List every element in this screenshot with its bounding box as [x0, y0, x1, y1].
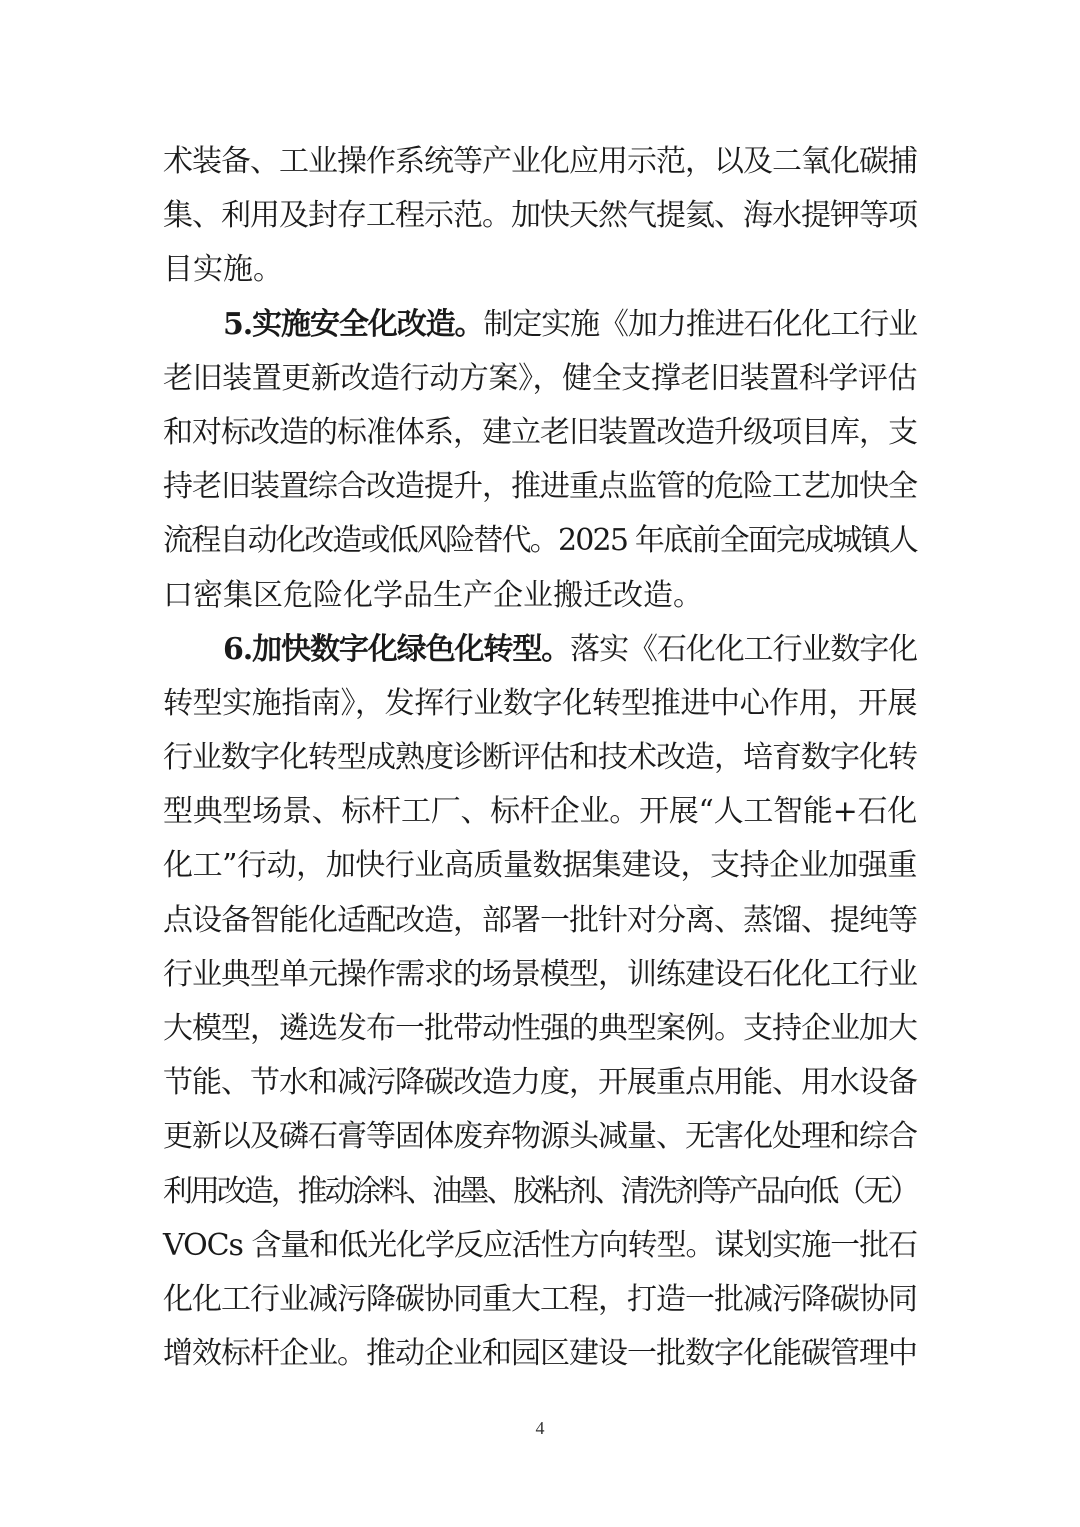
text-line: 化工”行动，加快行业高质量数据集建设，支持企业加强重 [163, 848, 917, 884]
paragraph-continued [163, 135, 917, 298]
text-line: 口密集区危险化学品生产企业搬迁改造。 [163, 577, 703, 613]
text-line: 转型实施指南》，发挥行业数字化转型推进中心作用，开展 [163, 685, 918, 721]
text-line [163, 623, 917, 677]
text-line: 术装备、工业操作系统等产业化应用示范，以及二氧化碳捕 [163, 144, 917, 179]
text-line: 流程自动化改造或低风险替代。2025 年底前全面完成城镇人 [163, 523, 917, 559]
text-line: 更新以及磷石膏等固体废弃物源头减量、无害化处理和综合 [163, 1119, 917, 1155]
section-heading: 5.实施安全化改造。 [223, 306, 484, 342]
text-line: 目实施。 [163, 252, 283, 288]
section-heading: 6.加快数字化绿色化转型。 [223, 631, 571, 667]
text-line: VOCs 含量和低光化学反应活性方向转型。谋划实施一批石 [163, 1227, 917, 1263]
text-line: 行业数字化转型成熟度诊断评估和技术改造，培育数字化转 [163, 740, 917, 776]
text-line [163, 298, 917, 352]
text-line: 增效标杆企业。推动企业和园区建设一批数字化能碳管理中 [163, 1336, 917, 1372]
text-fragment: 落实《石化化工行业数字化 [570, 631, 918, 667]
body-text [163, 135, 917, 1381]
text-line: 大模型，遴选发布一批带动性强的典型案例。支持企业加大 [163, 1011, 917, 1046]
text-line: 行业典型单元操作需求的场景模型，训练建设石化化工行业 [163, 956, 917, 992]
page-number: 4 [535, 1418, 545, 1438]
text-line: 节能、节水和减污降碳改造力度，开展重点用能、用水设备 [163, 1065, 917, 1101]
paragraph-section-5 [163, 298, 917, 623]
text-line: 和对标改造的标准体系，建立老旧装置改造升级项目库，支 [163, 414, 917, 450]
text-line: 老旧装置更新改造行动方案》，健全支撑老旧装置科学评估 [163, 360, 918, 396]
text-line: 利用改造，推动涂料、油墨、胶粘剂、清洗剂等产品向低（无） [163, 1173, 918, 1209]
text-line: 化化工行业减污降碳协同重大工程，打造一批减污降碳协同 [163, 1281, 917, 1317]
paragraph-section-6 [163, 623, 917, 1382]
text-fragment: 制定实施《加力推进石化化工行业 [483, 306, 918, 342]
text-line: 型典型场景、标杆工厂、标杆企业。开展“人工智能+石化 [163, 794, 917, 830]
text-line: 集、利用及封存工程示范。加快天然气提氦、海水提钾等项 [163, 198, 917, 234]
text-line: 持老旧装置综合改造提升，推进重点监管的危险工艺加快全 [163, 469, 917, 505]
text-line: 点设备智能化适配改造，部署一批针对分离、蒸馏、提纯等 [163, 902, 917, 938]
